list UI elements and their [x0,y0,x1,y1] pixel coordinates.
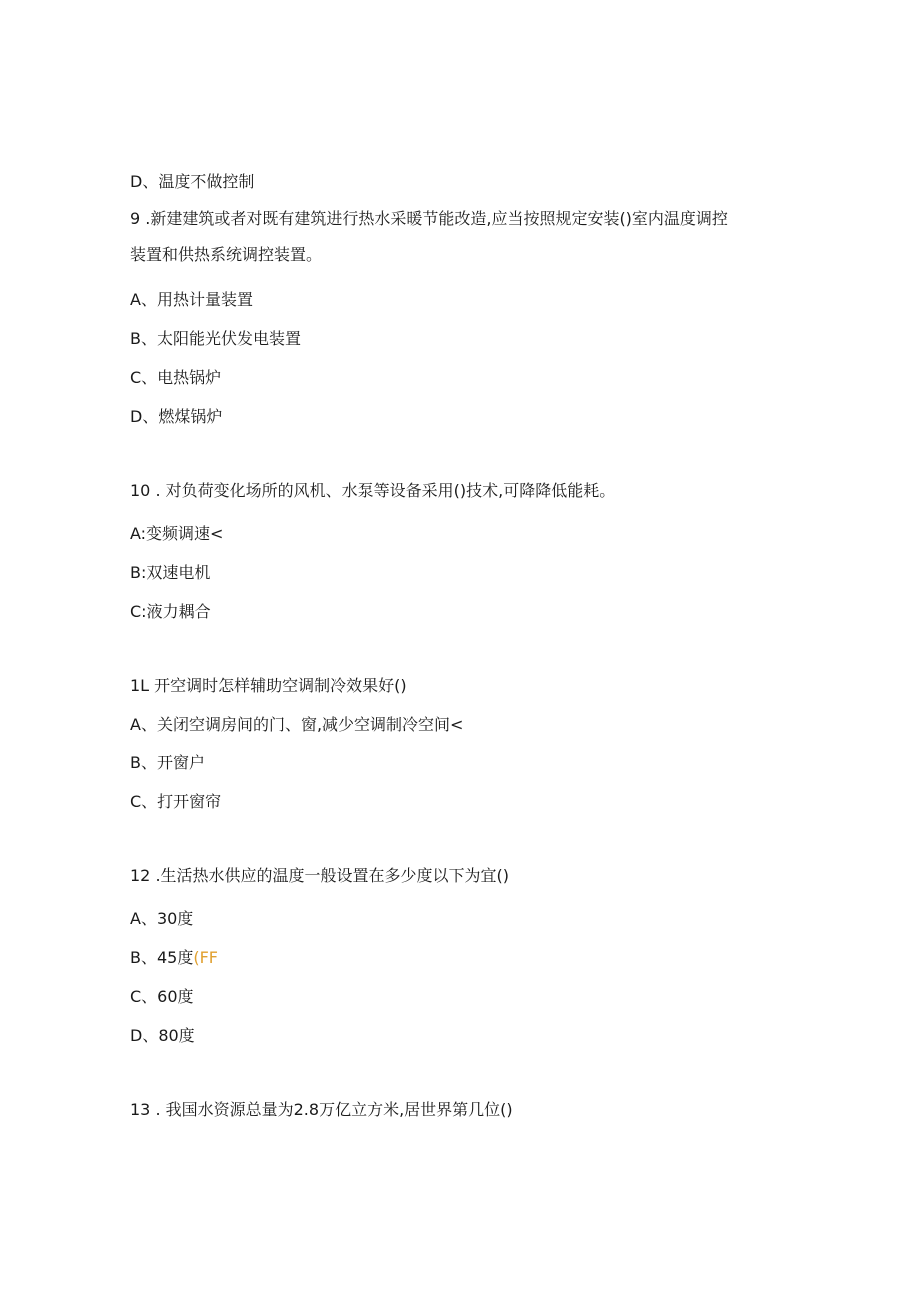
q12-option-b-row [130,948,218,968]
q12-option-d: D、80度 [130,1026,195,1045]
q12-stem: 12 .生活热水供应的温度一般设置在多少度以下为宜() [130,866,510,885]
q10-option-c: C:液力耦合 [130,602,211,621]
q11-option-c: C、打开窗帘 [130,792,222,811]
q9-option-b: B、太阳能光伏发电装置 [130,329,301,348]
q12-option-b-mark: (FF [193,948,218,967]
q9-stem-line1: 9 .新建建筑或者对既有建筑进行热水采暖节能改造,应当按照规定安装()室内温度调控 [130,209,728,228]
q12-option-b: B、45度 [130,948,194,967]
q9-stem-line2: 装置和供热系统调控装置。 [130,245,323,264]
q13-stem: 13 . 我国水资源总量为2.8万亿立方米,居世界第几位() [130,1100,513,1119]
q9-option-c: C、电热锅炉 [130,368,222,387]
q12-option-c: C、60度 [130,987,194,1006]
q11-stem: 1L 开空调时怎样辅助空调制冷效果好() [130,676,407,695]
q10-stem: 10 . 对负荷变化场所的风机、水泵等设备采用()技术,可降降低能耗。 [130,481,616,500]
q11-option-b: B、开窗户 [130,753,205,772]
q8-option-d: D、温度不做控制 [130,172,255,191]
q11-option-a: A、关闭空调房间的门、窗,减少空调制冷空间< [130,715,464,734]
q12-option-a: A、30度 [130,909,194,928]
q9-option-d: D、燃煤锅炉 [130,407,223,426]
q9-option-a: A、用热计量装置 [130,290,253,309]
q10-option-a: A:变频调速< [130,524,224,543]
q10-option-b: B:双速电机 [130,563,211,582]
